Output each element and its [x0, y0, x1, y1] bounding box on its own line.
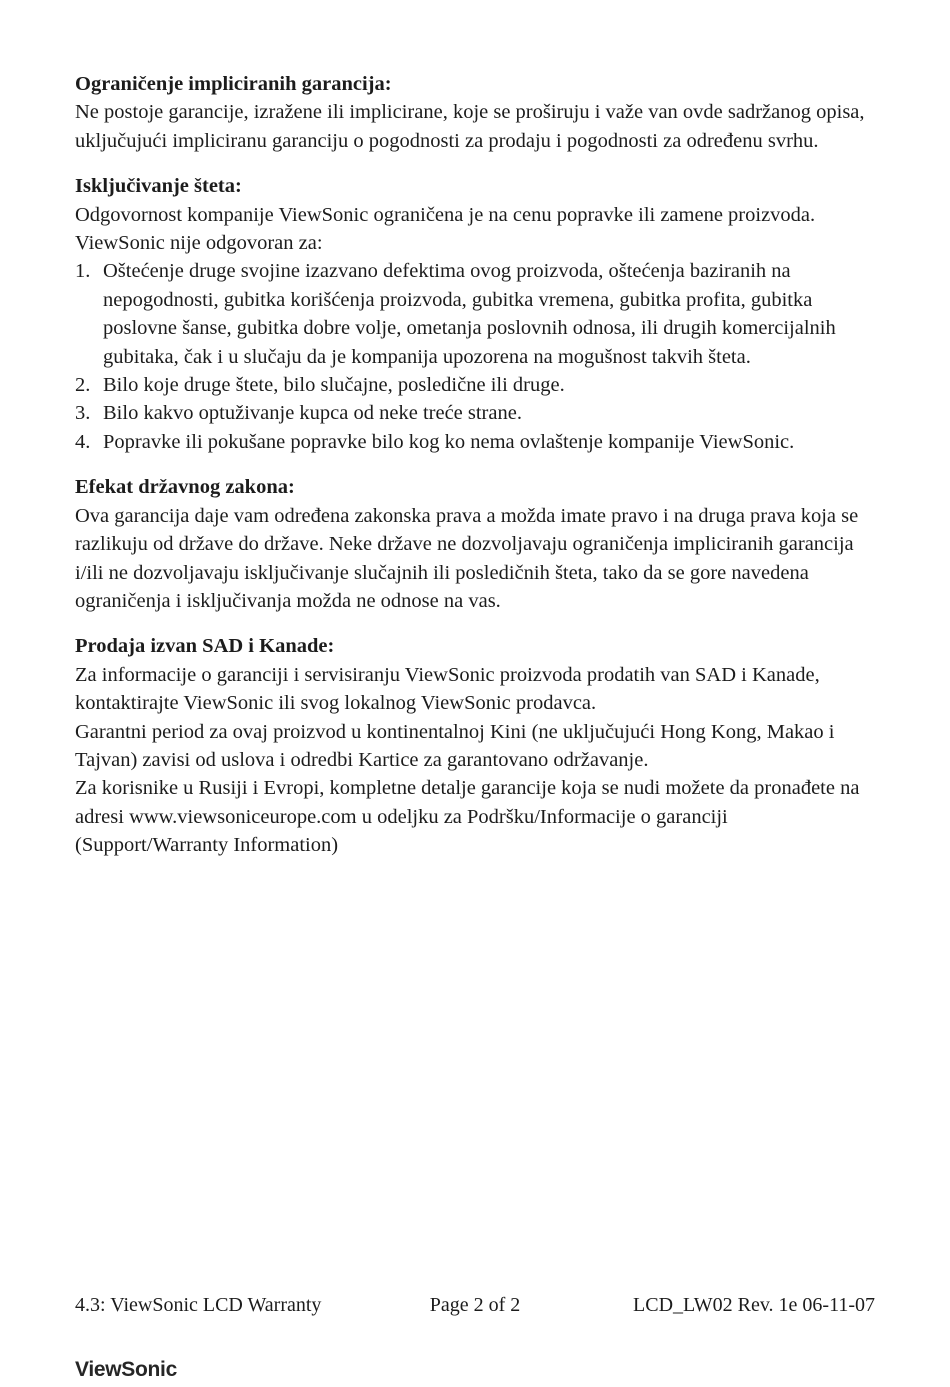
section-implied-warranty-limits: [75, 70, 875, 155]
footer-document-title: 4.3: ViewSonic LCD Warranty: [75, 1294, 322, 1316]
section-heading: Ograničenje impliciranih garancija:: [75, 73, 392, 95]
footer-doc-revision: LCD_LW02 Rev. 1e 06-11-07: [633, 1294, 875, 1316]
list-item: [75, 399, 875, 427]
numbered-list: [75, 257, 875, 456]
list-item-text: Popravke ili pokušane popravke bilo kog ko nema ovlaštenje kompanije ViewSonic.: [103, 430, 795, 453]
list-item: [75, 428, 875, 456]
section-paragraph: Ne postoje garancije, izražene ili implicirane, koje se proširuju i važe van ovde sadržanog opisa, uključujući impliciranu garanciju o pogodnosti za prodaju i pogodnosti za određenu svrhu.: [75, 101, 865, 152]
section-sales-outside-usa-canada: [75, 632, 875, 859]
section-heading: Efekat državnog zakona:: [75, 476, 295, 499]
list-item: [75, 257, 875, 371]
section-state-law-effect: [75, 473, 875, 615]
list-item-number: 2.: [75, 374, 91, 397]
viewsonic-logo: ViewSonic: [75, 1358, 177, 1381]
list-item-number: 4.: [75, 430, 91, 453]
section-paragraph: Odgovornost kompanije ViewSonic ograničena je na cenu popravke ili zamene proizvoda. ViewSonic nije odgovoran za:: [75, 203, 816, 255]
list-item-number: 1.: [75, 260, 91, 283]
list-item: [75, 371, 875, 399]
section-paragraph: Ova garancija daje vam određena zakonska prava a možda imate pravo i na druga prava koja se razlikuju od države do države. Neke države ne dozvoljavaju ograničenja impliciranih garancija i/ili ne dozvoljavaju isključivanje slučajnih ili posledičnih šteta, tako da se gore navedena ograničenja i isključivanja možda ne odnose na vas.: [75, 504, 859, 612]
section-paragraph: Za korisnike u Rusiji i Evropi, kompletne detalje garancije koja se nudi možete da pronađete na adresi www.viewsoniceurope.com u odeljku za Podršku/Informacije o garanciji (Support/Warranty Information): [75, 777, 860, 857]
section-damage-exclusion: [75, 172, 875, 456]
section-paragraph: Za informacije o garanciji i servisiranju ViewSonic proizvoda prodatih van SAD i Kanade, kontaktirajte ViewSonic ili svog lokalnog ViewSonic prodavca.: [75, 663, 820, 715]
warranty-content: [75, 70, 875, 877]
list-item-text: Oštećenje druge svojine izazvano defektima ovog proizvoda, oštećenja baziranih na nepogodnosti, gubitka korišćenja proizvoda, gubitka vremena, gubitka profita, gubitka poslovne šanse, gubitka dobre volje, ometanja poslovnih odnosa, ili drugih komercijalnih gubitaka, čak i u slučaju da je kompanija upozorena na mogušnost takvih šteta.: [103, 260, 836, 368]
list-item-text: Bilo koje druge štete, bilo slučajne, posledične ili druge.: [103, 374, 565, 397]
list-item-number: 3.: [75, 402, 91, 425]
footer-page-number: Page 2 of 2: [429, 1294, 521, 1316]
page-footer: [75, 1291, 875, 1320]
list-item-text: Bilo kakvo optuživanje kupca od neke treće strane.: [103, 402, 522, 425]
section-heading: Isključivanje šteta:: [75, 175, 242, 198]
section-heading: Prodaja izvan SAD i Kanade:: [75, 635, 335, 658]
section-paragraph: Garantni period za ovaj proizvod u kontinentalnoj Kini (ne uključujući Hong Kong, Makao i Tajvan) zavisi od uslova i odredbi Kartice za garantovano održavanje.: [75, 720, 835, 771]
